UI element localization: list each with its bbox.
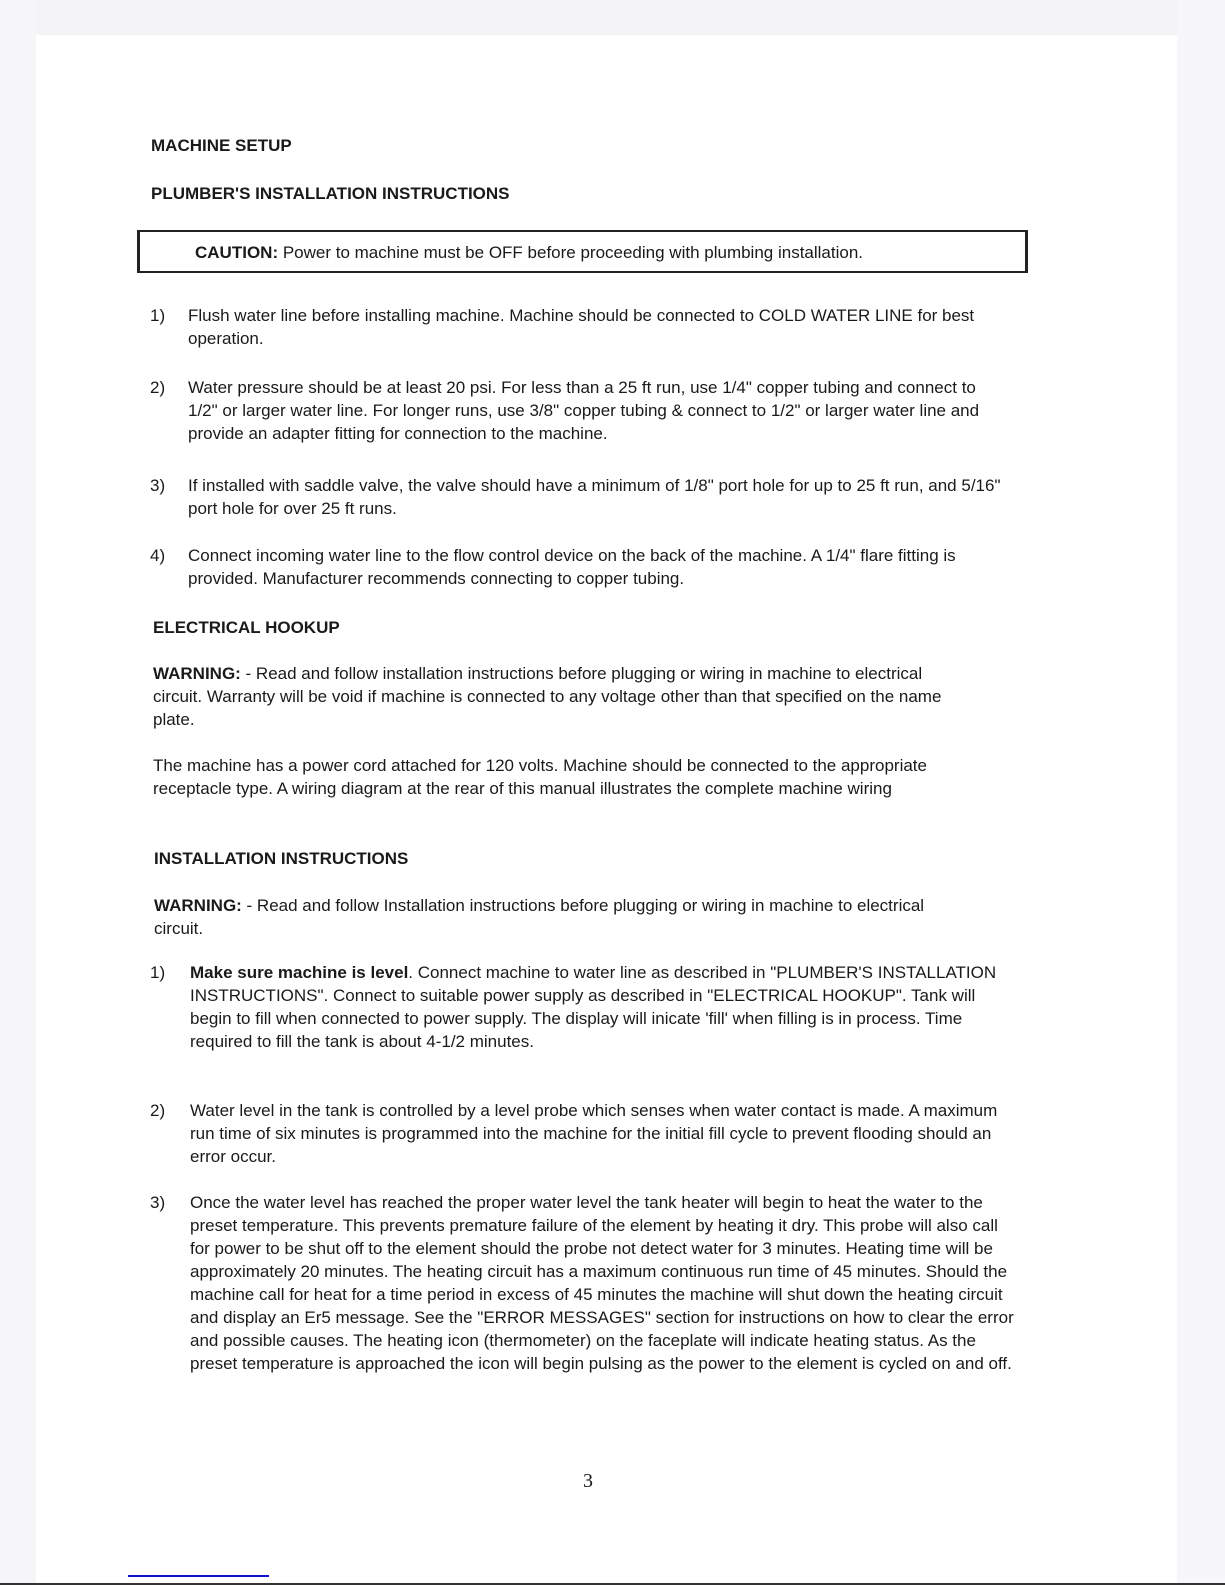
item-number: 4) <box>150 546 166 565</box>
item-number: 3) <box>150 476 166 495</box>
installation-heading: INSTALLATION INSTRUCTIONS <box>154 849 409 868</box>
caution-box <box>137 230 1028 273</box>
caution-message: Power to machine must be OFF before proceeding with plumbing installation. <box>278 243 864 262</box>
warning-label: WARNING: <box>154 896 242 915</box>
item-number: 1) <box>150 963 166 982</box>
item-bold-text: Make sure machine is level <box>190 963 409 982</box>
item-number: 3) <box>150 1193 166 1212</box>
item-text: Connect incoming water line to the flow control device on the back of the machine. A 1/4" flare fitting is provided. Manufacturer recommends connecting to copper tubing. <box>188 546 956 588</box>
item-text: Water level in the tank is controlled by a level probe which senses when water contact is made. A maximum run time of six minutes is programmed into the machine for the initial fill cycle to prevent flooding should an error occur. <box>190 1101 998 1166</box>
item-number: 1) <box>150 306 166 325</box>
electrical-heading: ELECTRICAL HOOKUP <box>153 618 340 637</box>
item-text: Water pressure should be at least 20 psi. For less than a 25 ft run, use 1/4" copper tubing and connect to 1/2" or larger water line. For longer runs, use 3/8" copper tubing & connect to 1/2" or larger water line and provide an adapter fitting for connection to the machine. <box>188 378 980 443</box>
item-number: 2) <box>150 378 166 397</box>
page-number: 3 <box>583 1470 593 1492</box>
scan-border-right <box>1177 0 1225 1585</box>
item-number: 2) <box>150 1101 166 1120</box>
item-text: Once the water level has reached the proper water level the tank heater will begin to heat the water to the preset temperature. This prevents premature failure of the element by heating it dry. This probe will also call for power to be shut off to the element should the probe not detect water for 3 minutes. Heating time will be approximately 20 minutes. The heating circuit has a maximum continuous run time of 45 minutes. Should the machine call for heat for a time period in excess of 45 minutes the machine will shut down the heating circuit and display an Er5 message. See the "ERROR MESSAGES" section for instructions on how to clear the error and possible causes. The heating icon (thermometer) on the faceplate will indicate heating status. As the preset temperature is approached the icon will begin pulsing as the power to the element is cycled on and off. <box>190 1193 1014 1373</box>
electrical-paragraph: The machine has a power cord attached for 120 volts. Machine should be connected to the appropriate receptacle type. A wiring diagram at the rear of this manual illustrates the complete machine wiring <box>153 756 927 798</box>
installation-warning <box>154 894 974 940</box>
warning-label: WARNING: <box>153 664 241 683</box>
caution-text <box>195 243 863 263</box>
warning-text: - Read and follow Installation instructions before plugging or wiring in machine to electrical circuit. <box>154 896 925 938</box>
item-text: If installed with saddle valve, the valve should have a minimum of 1/8" port hole for up to 25 ft run, and 5/16" port hole for over 25 ft runs. <box>188 476 1001 518</box>
item-text: Flush water line before installing machine. Machine should be connected to COLD WATER LINE for best operation. <box>188 306 975 348</box>
caution-label: CAUTION: <box>195 243 279 262</box>
warning-text: - Read and follow installation instructions before plugging or wiring in machine to electrical circuit. Warranty will be void if machine is connected to any voltage other than that specified on the name plate. <box>153 664 942 729</box>
scan-border-left <box>0 0 36 1585</box>
scan-border-top <box>0 0 1225 35</box>
electrical-warning <box>153 662 973 731</box>
scan-blue-line <box>128 1575 269 1577</box>
plumber-heading: PLUMBER'S INSTALLATION INSTRUCTIONS <box>151 184 510 203</box>
item-text: . Connect machine to water line as described in "PLUMBER'S INSTALLATION INSTRUCTIONS". Connect to suitable power supply as described in "ELECTRICAL HOOKUP". Tank will begin to fill when connected to power supply. The display will inicate 'fill' when filling is in process. Time required to fill the tank is about 4-1/2 minutes. <box>190 963 997 1051</box>
section-title: MACHINE SETUP <box>151 136 292 155</box>
